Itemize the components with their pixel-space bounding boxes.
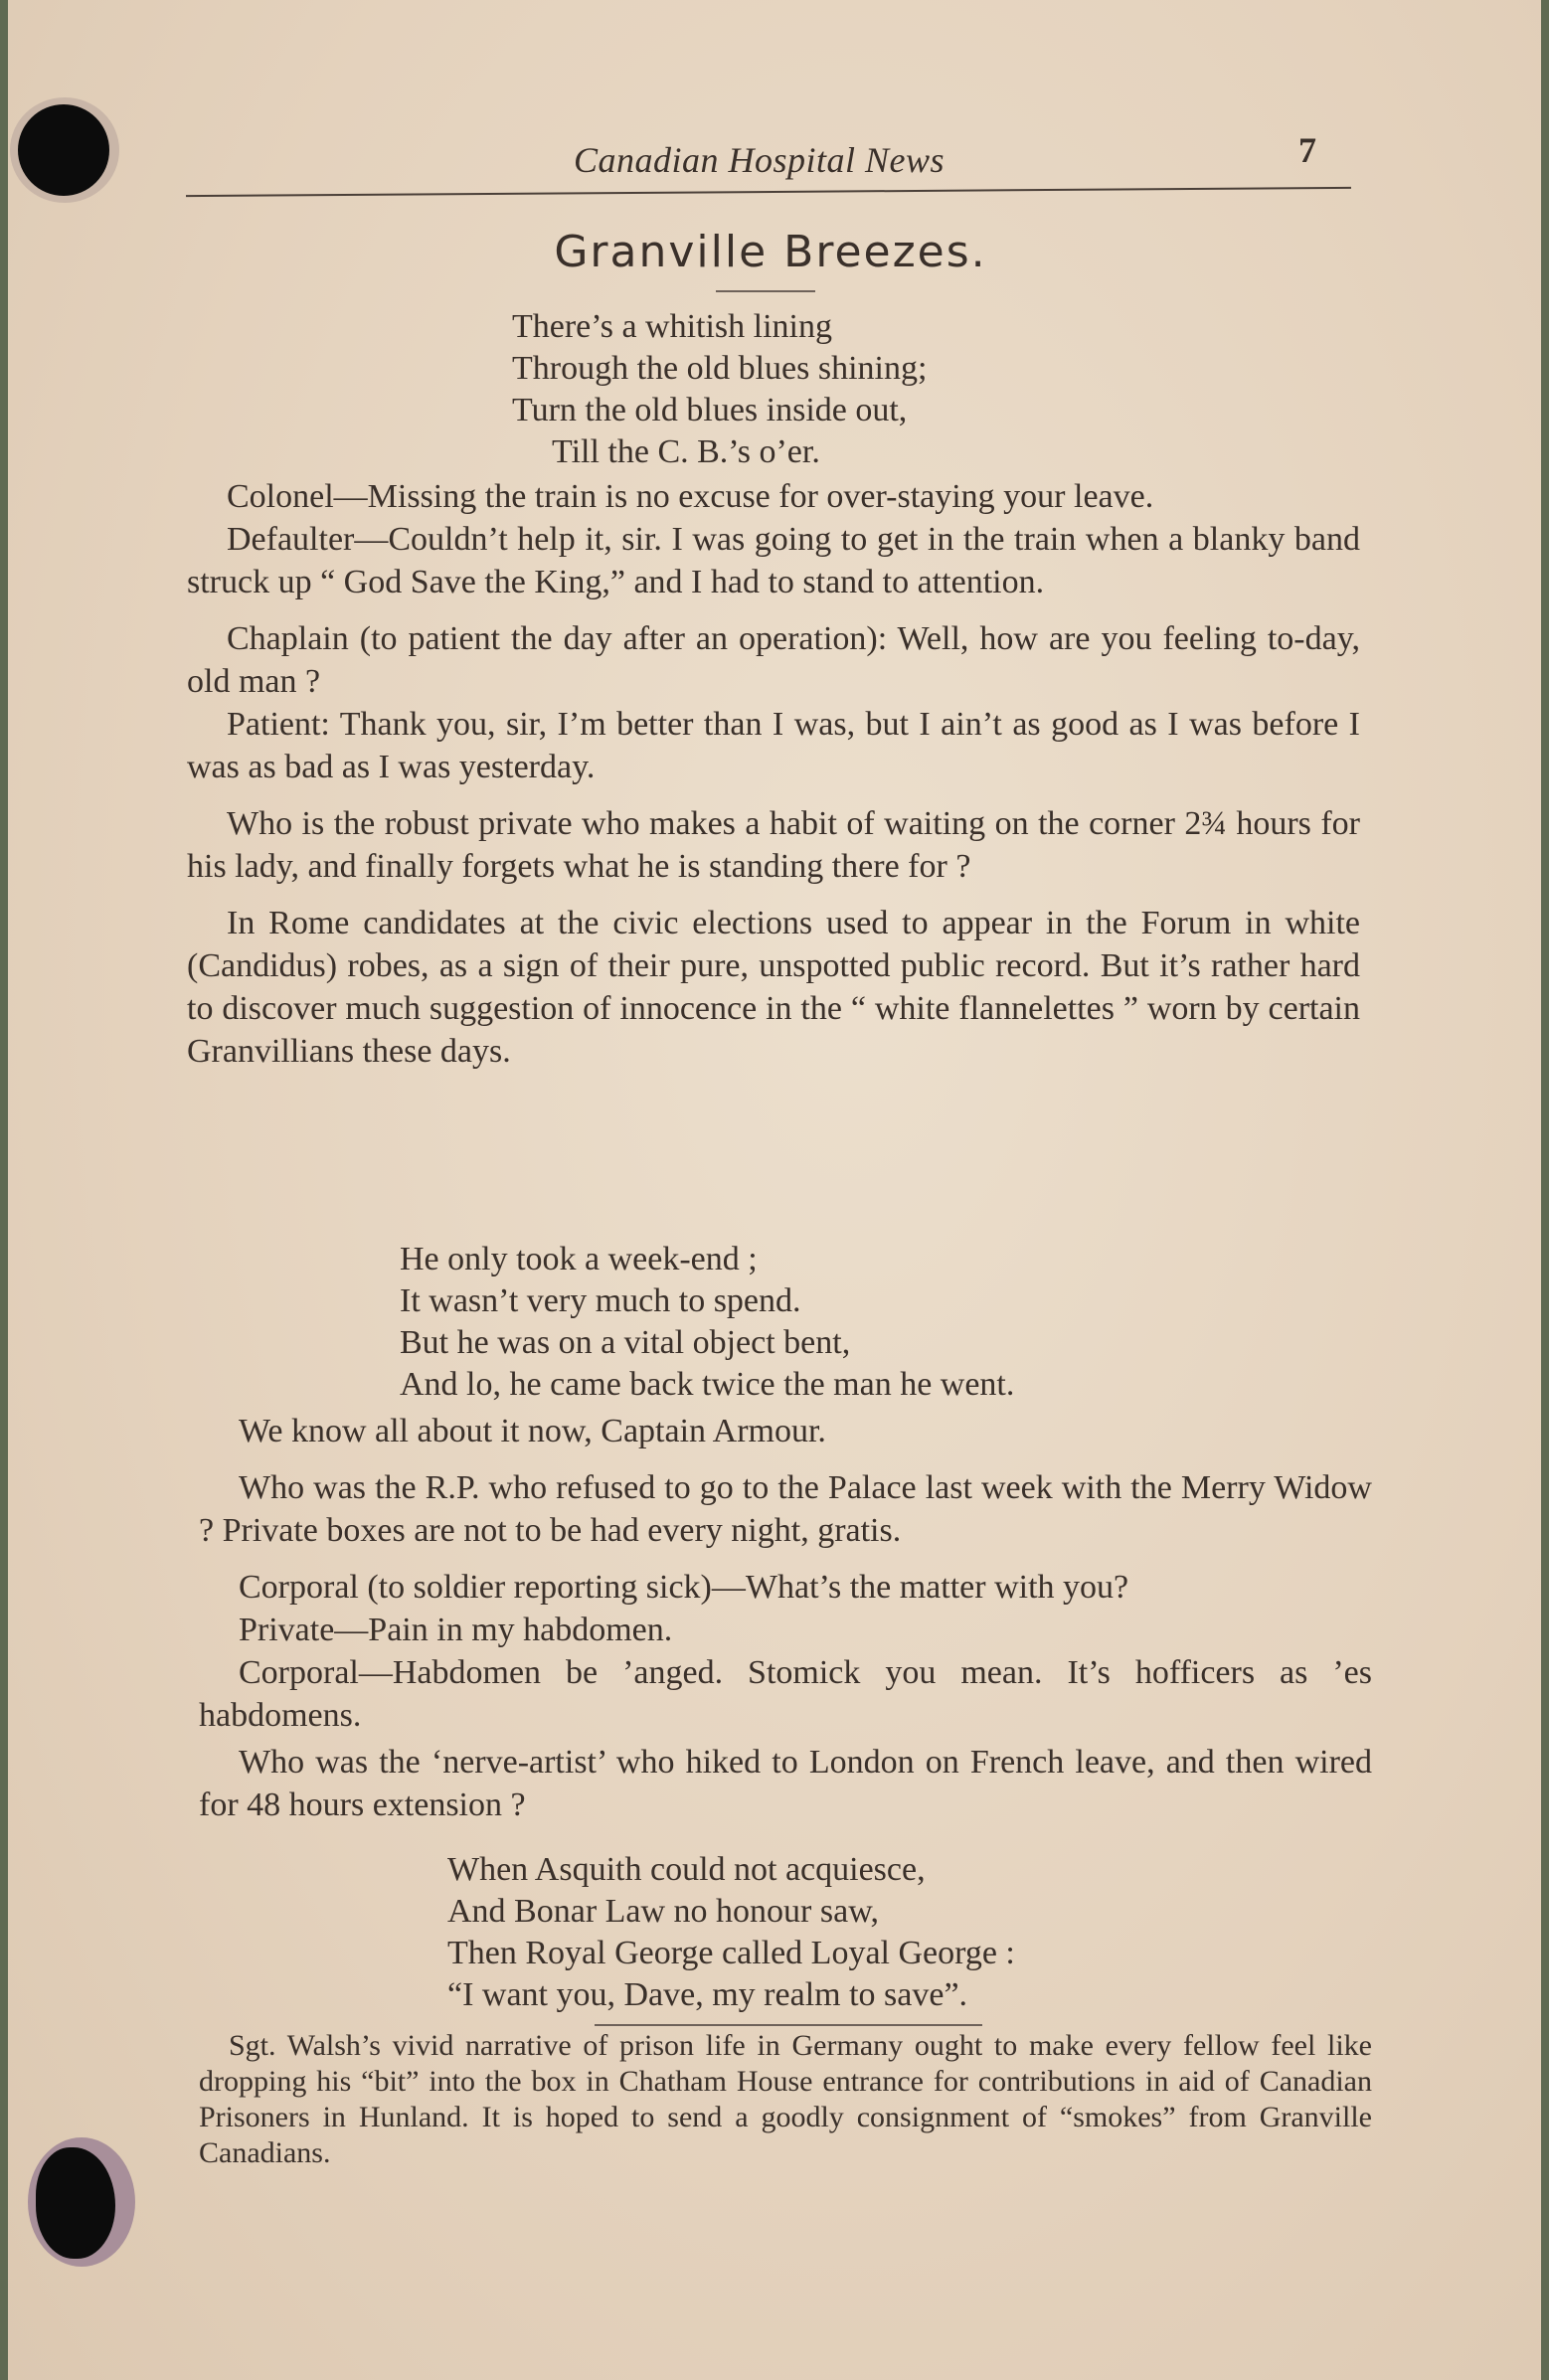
verse-2 [400, 1239, 1014, 1406]
paragraph: Colonel—Missing the train is no excuse for over-staying your leave. [227, 478, 1154, 515]
verse-line: It wasn’t very much to spend. [400, 1282, 801, 1319]
punch-hole [18, 104, 109, 196]
footnote: Sgt. Walsh’s vivid narrative of prison life in Germany ought to make every fellow feel like dropping his “bit” into the box in Chatham House entrance for contributions in aid of Canadian Prisoners in Hunland. It is hoped to send a goodly consignment of “smokes” from Granville Canadians. [199, 2029, 1372, 2169]
verse-line: Through the old blues shining; [512, 350, 928, 387]
running-header [186, 129, 1351, 189]
paragraph: We know all about it now, Captain Armour. [239, 1413, 826, 1449]
paragraph: Who was the ‘nerve-artist’ who hiked to London on French leave, and then wired for 48 hours extension ? [199, 1744, 1372, 1823]
verse-1 [512, 306, 927, 473]
verse-line: There’s a whitish lining [512, 308, 833, 345]
verse-line: But he was on a vital object bent, [400, 1324, 851, 1361]
paragraph: In Rome candidates at the civic elections used to appear in the Forum in white (Candidus) robes, as a sign of their pure, unspotted public record. But it’s rather hard to discover much suggestion of innocence in the “ white flannelettes ” worn by certain Granvillians these days. [187, 905, 1360, 1070]
verse-line: When Asquith could not acquiesce, [447, 1851, 926, 1888]
paragraph: Who was the R.P. who refused to go to the Palace last week with the Merry Widow ? Private boxes are not to be had every night, gratis. [199, 1469, 1372, 1549]
running-title: Canadian Hospital News [574, 140, 946, 180]
paragraph: Corporal—Habdomen be ’anged. Stomick you mean. It’s hofficers as ’es habdomens. [199, 1654, 1372, 1734]
punch-hole [36, 2147, 115, 2259]
verse-line: And Bonar Law no honour saw, [447, 1893, 880, 1930]
paragraph: Defaulter—Couldn’t help it, sir. I was going to get in the train when a blanky band struck up “ God Save the King,” and I had to stand to attention. [187, 521, 1360, 600]
verse-3 [447, 1849, 1015, 2016]
footnote-rule [595, 2024, 982, 2026]
page-number: 7 [1298, 130, 1316, 170]
verse-line: Turn the old blues inside out, [512, 392, 908, 428]
paragraph: Private—Pain in my habdomen. [239, 1612, 673, 1648]
body-section-b [199, 1410, 1372, 1826]
verse-line: “I want you, Dave, my realm to save”. [447, 1976, 968, 2013]
body-section-a [187, 475, 1360, 1073]
paragraph: Corporal (to soldier reporting sick)—What’s the matter with you? [239, 1569, 1129, 1606]
title-rule [716, 290, 815, 292]
verse-line: Then Royal George called Loyal George : [447, 1935, 1015, 1971]
verse-line: He only took a week-end ; [400, 1241, 758, 1277]
verse-line: Till the C. B.’s o’er. [552, 433, 820, 470]
article-title: Granville Breezes. [554, 227, 987, 277]
paragraph: Who is the robust private who makes a habit of waiting on the corner 2¾ hours for his lady, and finally forgets what he is standing there for ? [187, 805, 1360, 885]
paragraph: Chaplain (to patient the day after an operation): Well, how are you feeling to-day, old man ? [187, 620, 1360, 700]
paragraph: Patient: Thank you, sir, I’m better than I was, but I ain’t as good as I was before I was as bad as I was yesterday. [187, 706, 1360, 785]
verse-line: And lo, he came back twice the man he went. [400, 1366, 1015, 1403]
